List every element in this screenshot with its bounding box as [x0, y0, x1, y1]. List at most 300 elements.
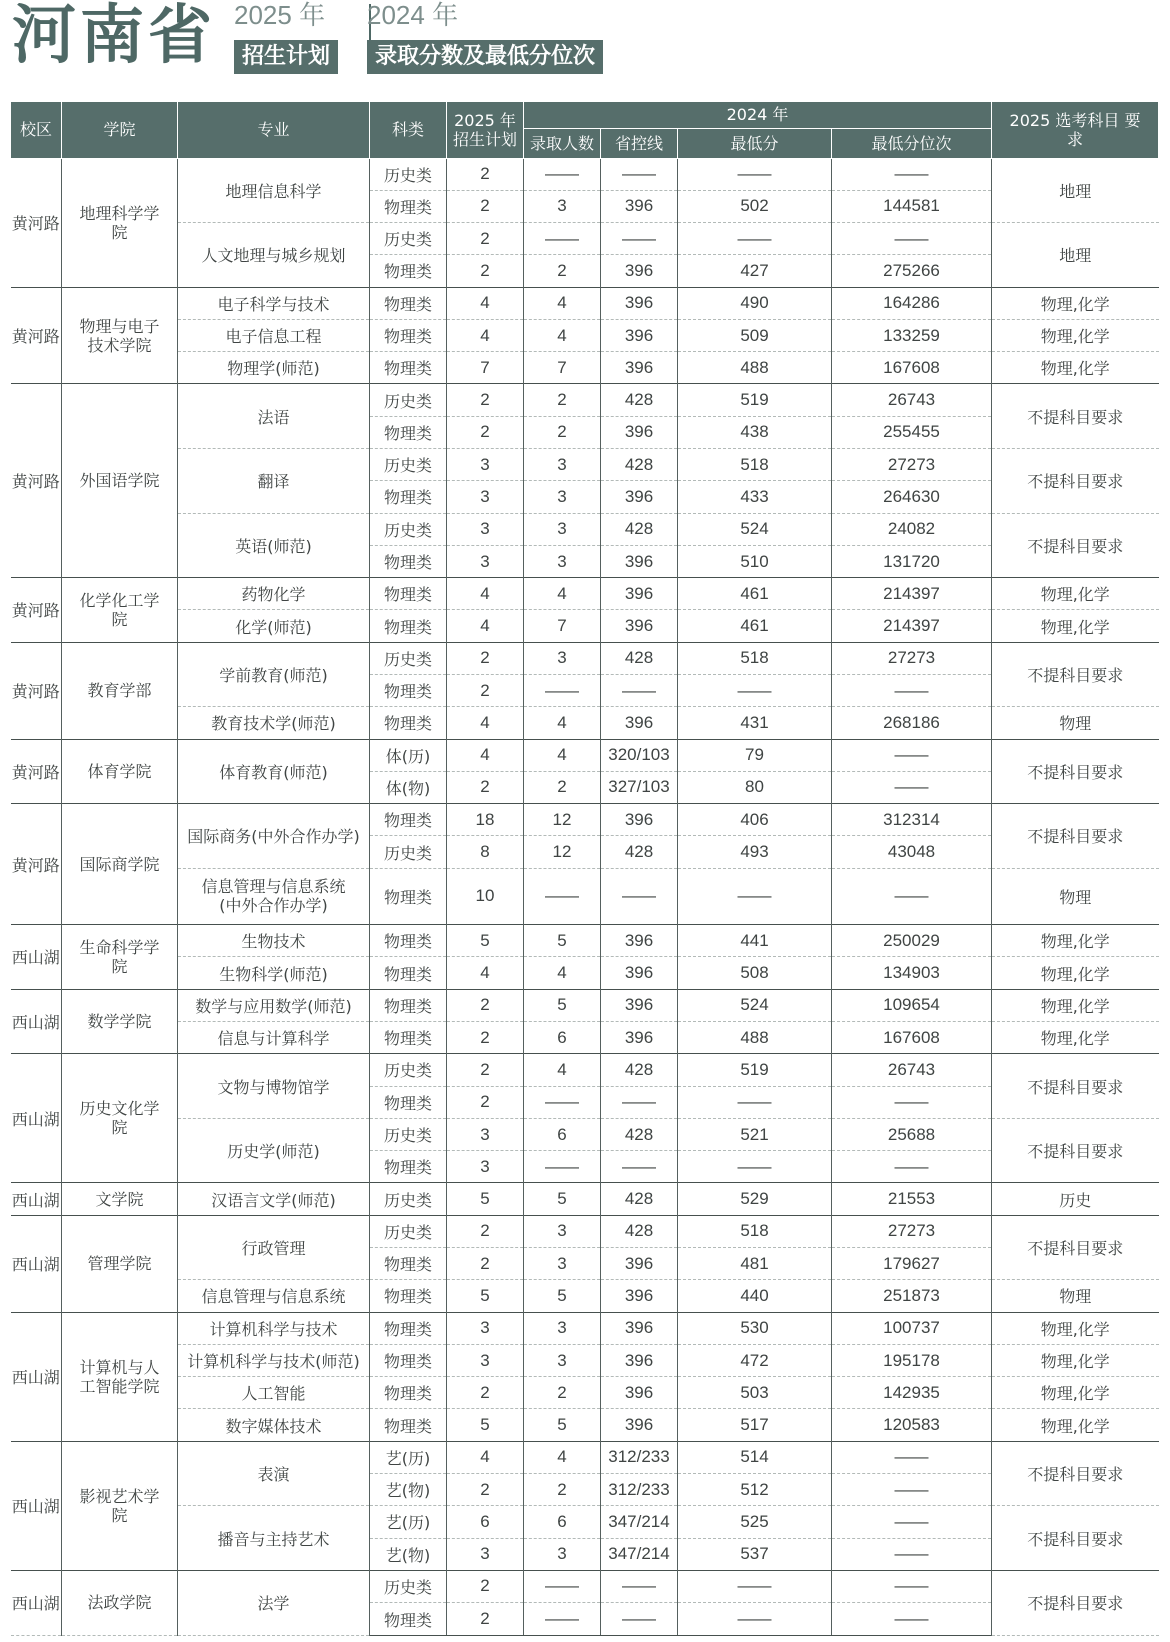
major-cell: 药物化学: [178, 578, 370, 610]
category-cell: 历史类: [370, 1183, 447, 1215]
min-rank-cell: 120583: [832, 1409, 992, 1441]
table-row: [11, 1183, 1159, 1215]
min-score-cell: 524: [678, 989, 832, 1021]
table-row: [11, 642, 1159, 674]
control-line-cell: 396: [601, 707, 678, 739]
admitted-cell: 4: [524, 957, 601, 989]
subject-requirement-cell: 不提科目要求: [992, 739, 1159, 804]
plan-cell: 3: [447, 449, 524, 481]
campus-cell: 西山湖: [11, 1441, 62, 1570]
min-score-cell: 529: [678, 1183, 832, 1215]
plan-cell: 3: [447, 513, 524, 545]
major-cell: 信息与计算科学: [178, 1022, 370, 1054]
min-score-cell: 490: [678, 287, 832, 319]
category-cell: 物理类: [370, 545, 447, 577]
min-rank-cell: 109654: [832, 989, 992, 1021]
min-rank-cell: 195178: [832, 1344, 992, 1376]
control-line-cell: ——: [601, 1603, 678, 1636]
control-line-cell: 428: [601, 1118, 678, 1150]
header-campus: 校区: [11, 102, 62, 158]
plan-cell: 2: [447, 223, 524, 255]
min-rank-cell: 312314: [832, 804, 992, 836]
plan-cell: 2: [447, 158, 524, 190]
min-rank-cell: ——: [832, 1151, 992, 1183]
min-score-cell: 488: [678, 352, 832, 384]
min-score-cell: 525: [678, 1506, 832, 1538]
category-cell: 物理类: [370, 1086, 447, 1118]
table-row: [11, 1280, 1159, 1312]
plan-cell: 3: [447, 1312, 524, 1344]
category-cell: 物理类: [370, 287, 447, 319]
plan-cell: 2: [447, 1248, 524, 1280]
college-cell: 管理学院: [62, 1215, 178, 1312]
admitted-cell: 5: [524, 925, 601, 957]
plan-cell: 4: [447, 1441, 524, 1473]
major-cell: 体育教育(师范): [178, 739, 370, 804]
major-cell: 信息管理与信息系统(中外合作办学): [178, 868, 370, 925]
min-rank-cell: 27273: [832, 1215, 992, 1247]
table-body: [11, 158, 1159, 1636]
plan-cell: 2: [447, 1022, 524, 1054]
control-line-cell: 312/233: [601, 1473, 678, 1505]
college-cell: 数学学院: [62, 989, 178, 1054]
category-cell: 物理类: [370, 1022, 447, 1054]
admitted-cell: 6: [524, 1022, 601, 1054]
control-line-cell: 428: [601, 836, 678, 868]
category-cell: 艺(历): [370, 1506, 447, 1538]
table-row: [11, 1377, 1159, 1409]
min-score-cell: 521: [678, 1118, 832, 1150]
control-line-cell: 312/233: [601, 1441, 678, 1473]
subject-requirement-cell: 物理: [992, 707, 1159, 739]
category-cell: 物理类: [370, 1603, 447, 1636]
min-rank-cell: 250029: [832, 925, 992, 957]
table-row: [11, 578, 1159, 610]
admitted-cell: 2: [524, 255, 601, 287]
min-score-cell: 406: [678, 804, 832, 836]
admitted-cell: 4: [524, 739, 601, 771]
category-cell: 物理类: [370, 804, 447, 836]
subject-requirement-cell: 物理: [992, 1280, 1159, 1312]
min-score-cell: 512: [678, 1473, 832, 1505]
subject-requirement-cell: 物理,化学: [992, 352, 1159, 384]
major-cell: 汉语言文学(师范): [178, 1183, 370, 1215]
control-line-cell: 347/214: [601, 1506, 678, 1538]
admitted-cell: 2: [524, 1377, 601, 1409]
table-row: [11, 1022, 1159, 1054]
min-rank-cell: ——: [832, 1506, 992, 1538]
min-score-cell: 80: [678, 771, 832, 803]
min-score-cell: 472: [678, 1344, 832, 1376]
admitted-cell: 3: [524, 190, 601, 222]
min-rank-cell: 131720: [832, 545, 992, 577]
subject-requirement-cell: 物理,化学: [992, 578, 1159, 610]
table-row: [11, 1344, 1159, 1376]
min-score-cell: ——: [678, 1570, 832, 1602]
min-rank-cell: 134903: [832, 957, 992, 989]
control-line-cell: 396: [601, 578, 678, 610]
min-rank-cell: ——: [832, 1441, 992, 1473]
control-line-cell: 396: [601, 1248, 678, 1280]
college-cell: 物理与电子技术学院: [62, 287, 178, 384]
category-cell: 历史类: [370, 836, 447, 868]
plan-cell: 2: [447, 1377, 524, 1409]
major-cell: 物理学(师范): [178, 352, 370, 384]
subject-requirement-cell: 不提科目要求: [992, 449, 1159, 514]
min-score-cell: 517: [678, 1409, 832, 1441]
table-row: [11, 1506, 1159, 1538]
min-score-cell: 438: [678, 416, 832, 448]
plan-cell: 6: [447, 1506, 524, 1538]
min-score-cell: 510: [678, 545, 832, 577]
college-cell: 历史文化学院: [62, 1054, 178, 1183]
major-cell: 表演: [178, 1441, 370, 1506]
min-rank-cell: ——: [832, 1570, 992, 1602]
table-row: [11, 1570, 1159, 1602]
subject-requirement-cell: 物理,化学: [992, 1409, 1159, 1441]
category-cell: 物理类: [370, 255, 447, 287]
min-rank-cell: 275266: [832, 255, 992, 287]
control-line-cell: 396: [601, 319, 678, 351]
min-rank-cell: 142935: [832, 1377, 992, 1409]
table-row: [11, 1215, 1159, 1247]
plan-cell: 5: [447, 1183, 524, 1215]
category-cell: 物理类: [370, 1312, 447, 1344]
admitted-cell: 4: [524, 578, 601, 610]
control-line-cell: 428: [601, 1215, 678, 1247]
table-row: [11, 925, 1159, 957]
min-score-cell: 519: [678, 1054, 832, 1086]
table-row: [11, 449, 1159, 481]
admitted-cell: 12: [524, 804, 601, 836]
admitted-cell: 5: [524, 1409, 601, 1441]
category-cell: 物理类: [370, 989, 447, 1021]
category-cell: 物理类: [370, 1377, 447, 1409]
admitted-cell: 2: [524, 384, 601, 416]
control-line-cell: 428: [601, 513, 678, 545]
major-cell: 数学与应用数学(师范): [178, 989, 370, 1021]
category-cell: 物理类: [370, 578, 447, 610]
table-row: [11, 1118, 1159, 1150]
plan-cell: 2: [447, 1215, 524, 1247]
min-rank-cell: ——: [832, 1086, 992, 1118]
college-cell: 国际商学院: [62, 804, 178, 925]
plan-cell: 2: [447, 190, 524, 222]
plan-cell: 2: [447, 384, 524, 416]
min-score-cell: 427: [678, 255, 832, 287]
admitted-cell: ——: [524, 1570, 601, 1602]
control-line-cell: 320/103: [601, 739, 678, 771]
control-line-cell: 396: [601, 925, 678, 957]
control-line-cell: 396: [601, 1280, 678, 1312]
admitted-cell: 3: [524, 1344, 601, 1376]
major-cell: 生物科学(师范): [178, 957, 370, 989]
category-cell: 历史类: [370, 384, 447, 416]
min-score-cell: 441: [678, 925, 832, 957]
campus-cell: 西山湖: [11, 1312, 62, 1441]
control-line-cell: ——: [601, 868, 678, 925]
plan-cell: 4: [447, 319, 524, 351]
table-row: [11, 1312, 1159, 1344]
table-row: [11, 957, 1159, 989]
category-cell: 物理类: [370, 416, 447, 448]
campus-cell: 黄河路: [11, 578, 62, 643]
page-header: [12, 0, 1162, 84]
min-score-cell: 518: [678, 1215, 832, 1247]
admitted-cell: ——: [524, 1603, 601, 1636]
category-cell: 物理类: [370, 1248, 447, 1280]
category-cell: 体(历): [370, 739, 447, 771]
major-cell: 法学: [178, 1570, 370, 1635]
header-category: 科类: [370, 102, 447, 158]
college-cell: 教育学部: [62, 642, 178, 739]
min-rank-cell: 164286: [832, 287, 992, 319]
category-cell: 历史类: [370, 223, 447, 255]
major-cell: 历史学(师范): [178, 1118, 370, 1183]
major-cell: 人工智能: [178, 1377, 370, 1409]
plan-cell: 5: [447, 1280, 524, 1312]
subject-requirement-cell: 物理,化学: [992, 1377, 1159, 1409]
major-cell: 播音与主持艺术: [178, 1506, 370, 1571]
table-row: [11, 513, 1159, 545]
subject-requirement-cell: 物理,化学: [992, 1022, 1159, 1054]
plan-cell: 2: [447, 771, 524, 803]
campus-cell: 西山湖: [11, 1215, 62, 1312]
control-line-cell: 396: [601, 1344, 678, 1376]
category-cell: 体(物): [370, 771, 447, 803]
plan-cell: 2: [447, 1086, 524, 1118]
category-cell: 物理类: [370, 481, 447, 513]
table-row: [11, 739, 1159, 771]
min-rank-cell: 167608: [832, 352, 992, 384]
major-cell: 学前教育(师范): [178, 642, 370, 707]
min-score-cell: 461: [678, 610, 832, 642]
admitted-cell: 6: [524, 1118, 601, 1150]
table-row: [11, 1409, 1159, 1441]
subject-requirement-cell: 历史: [992, 1183, 1159, 1215]
plan-cell: 3: [447, 1344, 524, 1376]
min-rank-cell: 144581: [832, 190, 992, 222]
min-score-cell: 79: [678, 739, 832, 771]
category-cell: 历史类: [370, 642, 447, 674]
control-line-cell: ——: [601, 1086, 678, 1118]
category-cell: 历史类: [370, 1215, 447, 1247]
category-cell: 物理类: [370, 1280, 447, 1312]
plan-cell: 4: [447, 578, 524, 610]
min-score-cell: 518: [678, 642, 832, 674]
campus-cell: 西山湖: [11, 1054, 62, 1183]
campus-cell: 西山湖: [11, 1183, 62, 1215]
subject-requirement-cell: 不提科目要求: [992, 1570, 1159, 1635]
plan-label: 招生计划: [234, 40, 338, 74]
major-cell: 电子科学与技术: [178, 287, 370, 319]
min-rank-cell: ——: [832, 771, 992, 803]
admitted-cell: 7: [524, 610, 601, 642]
admitted-cell: 5: [524, 989, 601, 1021]
subject-requirement-cell: 地理: [992, 158, 1159, 223]
plan-cell: 3: [447, 545, 524, 577]
min-rank-cell: 255455: [832, 416, 992, 448]
subject-requirement-cell: 物理,化学: [992, 925, 1159, 957]
admitted-cell: 4: [524, 287, 601, 319]
category-cell: 艺(物): [370, 1473, 447, 1505]
min-rank-cell: ——: [832, 739, 992, 771]
admitted-cell: 2: [524, 771, 601, 803]
header-admitted: 录取人数: [524, 128, 601, 158]
min-rank-cell: 27273: [832, 642, 992, 674]
plan-year: 2025 年: [234, 0, 326, 30]
category-cell: 物理类: [370, 319, 447, 351]
min-score-cell: 493: [678, 836, 832, 868]
control-line-cell: ——: [601, 1151, 678, 1183]
min-rank-cell: 264630: [832, 481, 992, 513]
admitted-cell: 7: [524, 352, 601, 384]
table-row: [11, 384, 1159, 416]
table-row: [11, 223, 1159, 255]
category-cell: 历史类: [370, 1570, 447, 1602]
college-cell: 地理科学学院: [62, 158, 178, 287]
table-row: [11, 989, 1159, 1021]
min-score-cell: 518: [678, 449, 832, 481]
campus-cell: 西山湖: [11, 989, 62, 1054]
admitted-cell: 3: [524, 642, 601, 674]
plan-heading: [234, 0, 338, 74]
category-cell: 物理类: [370, 352, 447, 384]
admitted-cell: ——: [524, 1086, 601, 1118]
subject-requirement-cell: 物理,化学: [992, 287, 1159, 319]
min-rank-cell: ——: [832, 868, 992, 925]
min-score-cell: 514: [678, 1441, 832, 1473]
min-score-cell: 481: [678, 1248, 832, 1280]
subject-requirement-cell: 物理,化学: [992, 989, 1159, 1021]
category-cell: 物理类: [370, 868, 447, 925]
admitted-cell: ——: [524, 675, 601, 707]
admitted-cell: 3: [524, 1248, 601, 1280]
major-cell: 法语: [178, 384, 370, 449]
min-rank-cell: 26743: [832, 384, 992, 416]
control-line-cell: 347/214: [601, 1538, 678, 1570]
header-control-line: 省控线: [601, 128, 678, 158]
control-line-cell: ——: [601, 675, 678, 707]
major-cell: 人文地理与城乡规划: [178, 223, 370, 288]
subject-requirement-cell: 不提科目要求: [992, 804, 1159, 869]
min-rank-cell: 27273: [832, 449, 992, 481]
category-cell: 物理类: [370, 675, 447, 707]
control-line-cell: 396: [601, 1312, 678, 1344]
major-cell: 计算机科学与技术(师范): [178, 1344, 370, 1376]
plan-cell: 2: [447, 675, 524, 707]
table-row: [11, 352, 1159, 384]
subject-requirement-cell: 不提科目要求: [992, 1441, 1159, 1506]
header-group-2024: 2024 年: [524, 102, 992, 128]
control-line-cell: ——: [601, 158, 678, 190]
category-cell: 物理类: [370, 957, 447, 989]
subject-requirement-cell: 地理: [992, 223, 1159, 288]
category-cell: 物理类: [370, 1151, 447, 1183]
min-score-cell: 509: [678, 319, 832, 351]
admitted-cell: ——: [524, 223, 601, 255]
plan-cell: 5: [447, 1409, 524, 1441]
header-subject-requirement: 2025 选考科目 要求: [992, 102, 1159, 158]
plan-cell: 3: [447, 1538, 524, 1570]
control-line-cell: ——: [601, 1570, 678, 1602]
control-line-cell: 396: [601, 287, 678, 319]
min-score-cell: ——: [678, 223, 832, 255]
control-line-cell: 396: [601, 989, 678, 1021]
major-cell: 计算机科学与技术: [178, 1312, 370, 1344]
plan-cell: 2: [447, 416, 524, 448]
min-rank-cell: ——: [832, 158, 992, 190]
min-score-cell: ——: [678, 1086, 832, 1118]
plan-cell: 10: [447, 868, 524, 925]
major-cell: 信息管理与信息系统: [178, 1280, 370, 1312]
min-score-cell: ——: [678, 158, 832, 190]
category-cell: 历史类: [370, 449, 447, 481]
admitted-cell: 12: [524, 836, 601, 868]
category-cell: 物理类: [370, 190, 447, 222]
plan-cell: 2: [447, 1473, 524, 1505]
min-score-cell: 433: [678, 481, 832, 513]
admitted-cell: ——: [524, 158, 601, 190]
min-rank-cell: 24082: [832, 513, 992, 545]
admitted-cell: 3: [524, 513, 601, 545]
min-rank-cell: ——: [832, 675, 992, 707]
control-line-cell: 396: [601, 1377, 678, 1409]
admitted-cell: 4: [524, 707, 601, 739]
control-line-cell: 396: [601, 610, 678, 642]
control-line-cell: ——: [601, 223, 678, 255]
control-line-cell: 428: [601, 1054, 678, 1086]
table-row: [11, 319, 1159, 351]
admission-table: [10, 102, 1159, 1636]
admitted-cell: 2: [524, 416, 601, 448]
header-min-rank: 最低分位次: [832, 128, 992, 158]
subject-requirement-cell: 不提科目要求: [992, 1118, 1159, 1183]
control-line-cell: 396: [601, 804, 678, 836]
min-score-cell: 503: [678, 1377, 832, 1409]
category-cell: 历史类: [370, 513, 447, 545]
campus-cell: 黄河路: [11, 384, 62, 578]
major-cell: 化学(师范): [178, 610, 370, 642]
major-cell: 文物与博物馆学: [178, 1054, 370, 1119]
min-rank-cell: 43048: [832, 836, 992, 868]
control-line-cell: 396: [601, 352, 678, 384]
college-cell: 计算机与人工智能学院: [62, 1312, 178, 1441]
major-cell: 教育技术学(师范): [178, 707, 370, 739]
min-rank-cell: 251873: [832, 1280, 992, 1312]
admitted-cell: 3: [524, 1538, 601, 1570]
admitted-cell: ——: [524, 868, 601, 925]
category-cell: 物理类: [370, 707, 447, 739]
subject-requirement-cell: 不提科目要求: [992, 642, 1159, 707]
table-row: [11, 610, 1159, 642]
scores-label: 录取分数及最低分位次: [367, 40, 603, 74]
control-line-cell: 428: [601, 449, 678, 481]
header-major: 专业: [178, 102, 370, 158]
min-rank-cell: 268186: [832, 707, 992, 739]
min-score-cell: 431: [678, 707, 832, 739]
admitted-cell: 3: [524, 449, 601, 481]
header-college: 学院: [62, 102, 178, 158]
subject-requirement-cell: 物理,化学: [992, 610, 1159, 642]
min-rank-cell: ——: [832, 223, 992, 255]
table-row: [11, 1054, 1159, 1086]
control-line-cell: 396: [601, 190, 678, 222]
campus-cell: 黄河路: [11, 642, 62, 739]
plan-cell: 5: [447, 925, 524, 957]
min-score-cell: 461: [678, 578, 832, 610]
min-score-cell: 440: [678, 1280, 832, 1312]
